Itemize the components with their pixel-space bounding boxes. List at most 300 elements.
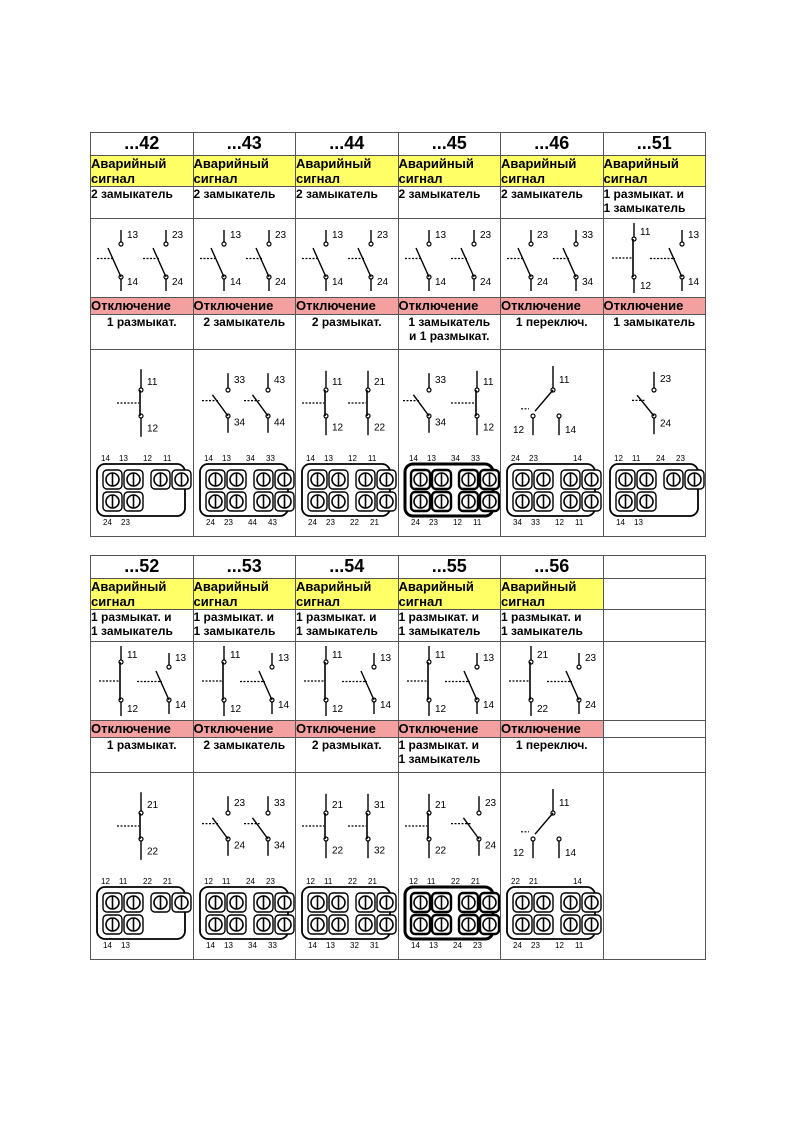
terminal-label: 14 (615, 518, 625, 527)
off-contacts: 1 замыкатель и 1 размыкат. (398, 315, 501, 350)
contact-line (518, 248, 531, 277)
alarm-contacts: 2 замыкатель (501, 187, 604, 219)
alarm-contacts: 1 размыкат. и 1 замыкатель (296, 610, 399, 642)
terminal-label: 44 (247, 518, 257, 527)
terminal-label: 12 (306, 877, 315, 886)
off-diagram-row (91, 773, 706, 960)
terminal-label: 14 (127, 277, 139, 288)
terminal-label: 12 (229, 704, 241, 715)
empty-cell (603, 642, 706, 721)
terminal-label: 24 (659, 418, 671, 430)
alarm-label: Аварийный сигнал (296, 156, 399, 187)
terminal-label: 14 (332, 277, 344, 288)
terminal-label: 11 (575, 518, 584, 527)
terminal-label: 23 (121, 518, 130, 527)
alarm-label: Аварийный сигнал (398, 579, 501, 610)
contact-line (211, 248, 224, 277)
alarm-row (91, 579, 706, 610)
terminal-label: 32 (374, 845, 386, 857)
off-diagram-cell (296, 773, 399, 960)
terminal-label: 24 (245, 877, 255, 886)
terminal-label: 23 (326, 518, 335, 527)
contact-terminal (477, 811, 481, 815)
off-label: Отключение (501, 298, 604, 315)
terminal-label: 23 (172, 230, 184, 241)
alarm-diagram-cell (91, 642, 194, 721)
off-diagram (604, 350, 706, 536)
terminal-label: 12 (555, 518, 564, 527)
contact-line (416, 248, 429, 277)
terminal-label: 22 (348, 877, 357, 886)
alarm-diagram-cell (398, 219, 501, 298)
off-label: Отключение (296, 721, 399, 738)
terminal-label: 11 (324, 877, 333, 886)
alarm-contacts: 2 замыкатель (296, 187, 399, 219)
terminal-label: 33 (233, 374, 245, 386)
terminal-label: 24 (103, 518, 112, 527)
terminal-label: 23 (472, 941, 482, 950)
alarm-diagram (194, 219, 296, 297)
terminal-label: 11 (127, 650, 138, 661)
off-label: Отключение (603, 298, 706, 315)
contact-line (361, 671, 374, 700)
terminal-label: 21 (434, 800, 446, 812)
alarm-row (91, 156, 706, 187)
contact-terminal (472, 242, 476, 246)
contact-terminal (574, 242, 578, 246)
contact-line (461, 248, 474, 277)
terminal-label: 11 (639, 227, 650, 238)
contact-terminal (324, 242, 328, 246)
alarm-diagram (296, 642, 398, 720)
alarm-diagram (501, 642, 603, 720)
terminal-label: 34 (582, 277, 594, 288)
terminal-label: 11 (472, 518, 481, 527)
terminal-label: 21 (374, 377, 386, 389)
terminal-label: 12 (613, 454, 623, 463)
terminal-label: 11 (332, 377, 343, 389)
terminal-label: 12 (639, 281, 651, 292)
off-diagram (399, 350, 501, 536)
alarm-label: Аварийный сигнал (91, 579, 194, 610)
terminal-label: 22 (350, 518, 359, 527)
terminal-label: 23 (529, 454, 538, 463)
alarm-diagram (399, 642, 501, 720)
contact-terminal (266, 811, 270, 815)
terminal-label: 12 (482, 422, 494, 434)
contact-terminal (531, 414, 535, 418)
terminal-label: 24 (484, 840, 496, 852)
terminal-label: 13 (633, 518, 643, 527)
terminal-label: 12 (513, 847, 525, 859)
terminal-label: 13 (482, 653, 494, 664)
off-label: Отключение (501, 721, 604, 738)
off-label: Отключение (193, 298, 296, 315)
contact-terminal (226, 388, 230, 392)
contact-line (252, 395, 268, 416)
alarm-label: Аварийный сигнал (193, 156, 296, 187)
off-row (91, 298, 706, 315)
contact-line (463, 818, 479, 839)
terminal-label: 22 (374, 422, 386, 434)
contact-terminal (167, 665, 171, 669)
terminal-label: 11 (575, 941, 584, 950)
off-diagram (194, 773, 296, 959)
alarm-diagram (194, 642, 296, 720)
off-contacts: 1 размыкат. (91, 315, 194, 350)
terminal-label: 43 (267, 518, 277, 527)
off-label: Отключение (193, 721, 296, 738)
terminal-label: 13 (175, 653, 187, 664)
alarm-contacts: 1 размыкат. и 1 замыкатель (398, 610, 501, 642)
contact-line (358, 248, 371, 277)
terminal-label: 11 (559, 797, 570, 809)
off-diagram-cell (398, 350, 501, 537)
off-contacts: 1 размыкат. (91, 738, 194, 773)
contact-line (535, 813, 553, 834)
contact-terminal (222, 242, 226, 246)
off-contacts: 1 переключ. (501, 738, 604, 773)
terminal-label: 22 (332, 845, 344, 857)
terminal-label: 24 (452, 941, 462, 950)
terminal-label: 11 (119, 877, 128, 886)
terminal-label: 23 (531, 941, 540, 950)
terminal-label: 11 (434, 650, 445, 661)
terminal-label: 24 (233, 840, 245, 852)
off-diagram (501, 773, 603, 959)
terminal-label: 13 (426, 454, 436, 463)
terminal-label: 24 (511, 454, 520, 463)
alarm-diagram-cell (398, 642, 501, 721)
terminal-label: 34 (245, 454, 255, 463)
terminal-label: 23 (223, 518, 233, 527)
terminal-label: 24 (172, 277, 184, 288)
terminal-label: 24 (537, 277, 549, 288)
terminal-label: 14 (573, 877, 582, 886)
terminal-label: 13 (223, 941, 233, 950)
terminal-label: 12 (332, 422, 344, 434)
terminal-label: 31 (370, 941, 379, 950)
terminal-label: 13 (687, 230, 699, 241)
terminal-label: 12 (127, 704, 139, 715)
model-row (91, 556, 706, 579)
contact-terminal (372, 665, 376, 669)
terminal-label: 13 (380, 653, 392, 664)
alarm-diagram (399, 219, 501, 297)
terminal-label: 24 (308, 518, 317, 527)
alarm-contacts: 1 размыкат. и 1 замыкатель (91, 610, 194, 642)
terminal-label: 12 (147, 423, 159, 435)
contact-line (464, 671, 477, 700)
off-contacts: 1 размыкат. и 1 замыкатель (398, 738, 501, 773)
off-contacts-row (91, 315, 706, 350)
alarm-label: Аварийный сигнал (296, 579, 399, 610)
terminal-label: 14 (380, 700, 392, 711)
alarm-diagram-cell (193, 642, 296, 721)
terminal-label: 21 (332, 800, 344, 812)
model-row (91, 133, 706, 156)
contact-line (212, 395, 228, 416)
terminal-label: 14 (175, 700, 187, 711)
model-title: ...43 (193, 133, 296, 156)
terminal-label: 24 (479, 277, 491, 288)
terminal-label: 14 (203, 454, 213, 463)
terminal-label: 34 (233, 417, 245, 429)
off-contacts: 1 переключ. (501, 315, 604, 350)
terminal-label: 33 (531, 518, 540, 527)
off-diagram-cell (91, 773, 194, 960)
terminal-label: 14 (410, 941, 420, 950)
off-label: Отключение (296, 298, 399, 315)
terminal-label: 12 (101, 877, 110, 886)
off-diagram-cell (193, 350, 296, 537)
terminal-label: 13 (277, 653, 289, 664)
alarm-label: Аварийный сигнал (398, 156, 501, 187)
alarm-diagram-cell (193, 219, 296, 298)
terminal-label: 23 (675, 454, 685, 463)
contact-line (637, 395, 654, 416)
model-title: ...53 (193, 556, 296, 579)
off-label: Отключение (398, 298, 501, 315)
terminal-label: 23 (479, 230, 491, 241)
terminal-label: 13 (229, 230, 241, 241)
contact-line (156, 671, 169, 700)
contact-terminal (427, 242, 431, 246)
terminal-label: 12 (332, 704, 344, 715)
off-contacts: 1 замыкатель (603, 315, 706, 350)
model-title: ...46 (501, 133, 604, 156)
terminal-label: 32 (350, 941, 359, 950)
off-label: Отключение (91, 298, 194, 315)
model-title: ...51 (603, 133, 706, 156)
terminal-label: 14 (687, 277, 699, 288)
contact-terminal (119, 242, 123, 246)
terminal-label: 11 (221, 877, 230, 886)
alarm-contacts-row (91, 187, 706, 219)
off-diagram-cell (91, 350, 194, 537)
off-diagram (194, 350, 296, 536)
terminal-label: 14 (308, 941, 317, 950)
terminal-label: 21 (529, 877, 538, 886)
contact-line (535, 390, 553, 411)
alarm-label: Аварийный сигнал (501, 579, 604, 610)
alarm-label (603, 579, 706, 610)
terminal-label: 11 (332, 650, 343, 661)
contact-terminal (267, 242, 271, 246)
off-diagram (501, 350, 603, 536)
off-contacts: 2 замыкатель (193, 738, 296, 773)
alarm-contacts: 1 размыкат. и 1 замыкатель (193, 610, 296, 642)
contact-line (252, 818, 268, 839)
contact-terminal (475, 665, 479, 669)
terminal-label: 23 (274, 230, 286, 241)
alarm-diagram (604, 219, 706, 297)
terminal-label: 21 (470, 877, 480, 886)
contact-line (108, 248, 121, 277)
terminal-label: 34 (273, 840, 285, 852)
alarm-diagram-cell (501, 219, 604, 298)
terminal-label: 24 (274, 277, 286, 288)
terminal-label: 21 (147, 799, 159, 811)
terminal-label: 23 (428, 518, 438, 527)
off-diagram-cell (603, 350, 706, 537)
terminal-label: 24 (205, 518, 215, 527)
terminal-label: 13 (434, 230, 446, 241)
model-title: ...52 (91, 556, 194, 579)
alarm-contacts: 2 замыкатель (91, 187, 194, 219)
terminal-label: 24 (377, 277, 389, 288)
terminal-label: 12 (434, 704, 446, 715)
terminal-label: 43 (273, 374, 285, 386)
alarm-diagram-cell (296, 642, 399, 721)
terminal-label: 22 (450, 877, 460, 886)
alarm-diagram (296, 219, 398, 297)
terminal-label: 33 (267, 941, 277, 950)
off-contacts: 2 размыкат. (296, 315, 399, 350)
off-contacts: 2 замыкатель (193, 315, 296, 350)
terminal-label: 14 (229, 277, 241, 288)
terminal-label: 12 (408, 877, 418, 886)
alarm-diagram-row (91, 219, 706, 298)
alarm-contacts (603, 610, 706, 642)
model-title (603, 556, 706, 579)
terminal-label: 14 (101, 454, 110, 463)
terminal-label: 11 (229, 650, 240, 661)
off-row (91, 721, 706, 738)
off-label: Отключение (398, 721, 501, 738)
terminal-label: 14 (103, 941, 112, 950)
alarm-contacts: 1 размыкат. и 1 замыкатель (603, 187, 706, 219)
contact-terminal (529, 242, 533, 246)
terminal-label: 21 (537, 650, 549, 661)
contact-line (212, 818, 228, 839)
terminal-label: 13 (332, 230, 344, 241)
terminal-label: 12 (143, 454, 152, 463)
terminal-label: 34 (450, 454, 460, 463)
terminal-label: 33 (265, 454, 275, 463)
terminal-label: 24 (655, 454, 665, 463)
terminal-label: 11 (482, 377, 493, 389)
terminal-label: 14 (565, 424, 577, 436)
terminal-label: 21 (163, 877, 172, 886)
terminal-label: 44 (273, 417, 285, 429)
contact-terminal (557, 414, 561, 418)
off-diagram-cell (501, 350, 604, 537)
terminal-label: 11 (163, 454, 172, 463)
terminal-label: 21 (368, 877, 377, 886)
terminal-label: 23 (265, 877, 275, 886)
contact-terminal (164, 242, 168, 246)
off-diagram-cell (193, 773, 296, 960)
terminal-label: 34 (513, 518, 522, 527)
terminal-label: 12 (203, 877, 213, 886)
off-diagram (296, 773, 398, 959)
terminal-label: 24 (513, 941, 522, 950)
terminal-label: 22 (537, 704, 549, 715)
contact-table-1 (90, 132, 706, 537)
terminal-label: 23 (537, 230, 549, 241)
terminal-label: 33 (273, 797, 285, 809)
contact-line (566, 671, 579, 700)
terminal-label: 14 (277, 700, 289, 711)
terminal-label: 14 (306, 454, 315, 463)
contact-terminal (369, 242, 373, 246)
terminal-label: 22 (511, 877, 520, 886)
alarm-label: Аварийный сигнал (501, 156, 604, 187)
terminal-label: 14 (408, 454, 418, 463)
terminal-label: 22 (147, 846, 159, 858)
off-diagram-cell (296, 350, 399, 537)
alarm-label: Аварийный сигнал (193, 579, 296, 610)
contact-terminal (577, 665, 581, 669)
model-title: ...54 (296, 556, 399, 579)
contact-terminal (531, 837, 535, 841)
contact-line (259, 671, 272, 700)
terminal-label: 11 (147, 376, 158, 388)
contact-line (563, 248, 576, 277)
terminal-label: 24 (410, 518, 420, 527)
terminal-label: 23 (659, 374, 671, 386)
alarm-contacts: 2 замыкатель (193, 187, 296, 219)
model-title: ...44 (296, 133, 399, 156)
off-label (603, 721, 706, 738)
terminal-label: 24 (585, 700, 597, 711)
terminal-label: 11 (631, 454, 640, 463)
terminal-label: 33 (582, 230, 594, 241)
alarm-diagram-cell (296, 219, 399, 298)
terminal-label: 14 (205, 941, 215, 950)
terminal-label: 34 (434, 417, 446, 429)
alarm-diagram (501, 219, 603, 297)
terminal-label: 13 (121, 941, 130, 950)
alarm-diagram (91, 642, 193, 720)
contact-terminal (427, 388, 431, 392)
terminal-label: 14 (565, 847, 577, 859)
terminal-label: 12 (555, 941, 564, 950)
off-diagram (296, 350, 398, 536)
terminal-label: 14 (573, 454, 582, 463)
contact-terminal (557, 837, 561, 841)
terminal-label: 14 (434, 277, 446, 288)
terminal-label: 11 (368, 454, 377, 463)
contact-terminal (680, 242, 684, 246)
terminal-label: 12 (348, 454, 357, 463)
contact-terminal (270, 665, 274, 669)
off-diagram (91, 350, 193, 536)
off-contacts (603, 738, 706, 773)
terminal-label: 23 (233, 797, 245, 809)
terminal-label: 22 (143, 877, 152, 886)
off-label: Отключение (91, 721, 194, 738)
contact-terminal (226, 811, 230, 815)
model-title: ...45 (398, 133, 501, 156)
terminal-label: 34 (247, 941, 257, 950)
contact-line (313, 248, 326, 277)
alarm-contacts-row (91, 610, 706, 642)
alarm-contacts: 2 замыкатель (398, 187, 501, 219)
off-diagram-cell (398, 773, 501, 960)
contact-line (256, 248, 269, 277)
terminal-label: 13 (428, 941, 438, 950)
terminal-label: 12 (513, 424, 525, 436)
contact-table-2 (90, 555, 706, 960)
terminal-label: 11 (426, 877, 435, 886)
terminal-label: 12 (452, 518, 462, 527)
terminal-label: 33 (434, 374, 446, 386)
alarm-label: Аварийный сигнал (603, 156, 706, 187)
off-contacts-row (91, 738, 706, 773)
terminal-label: 23 (585, 653, 597, 664)
